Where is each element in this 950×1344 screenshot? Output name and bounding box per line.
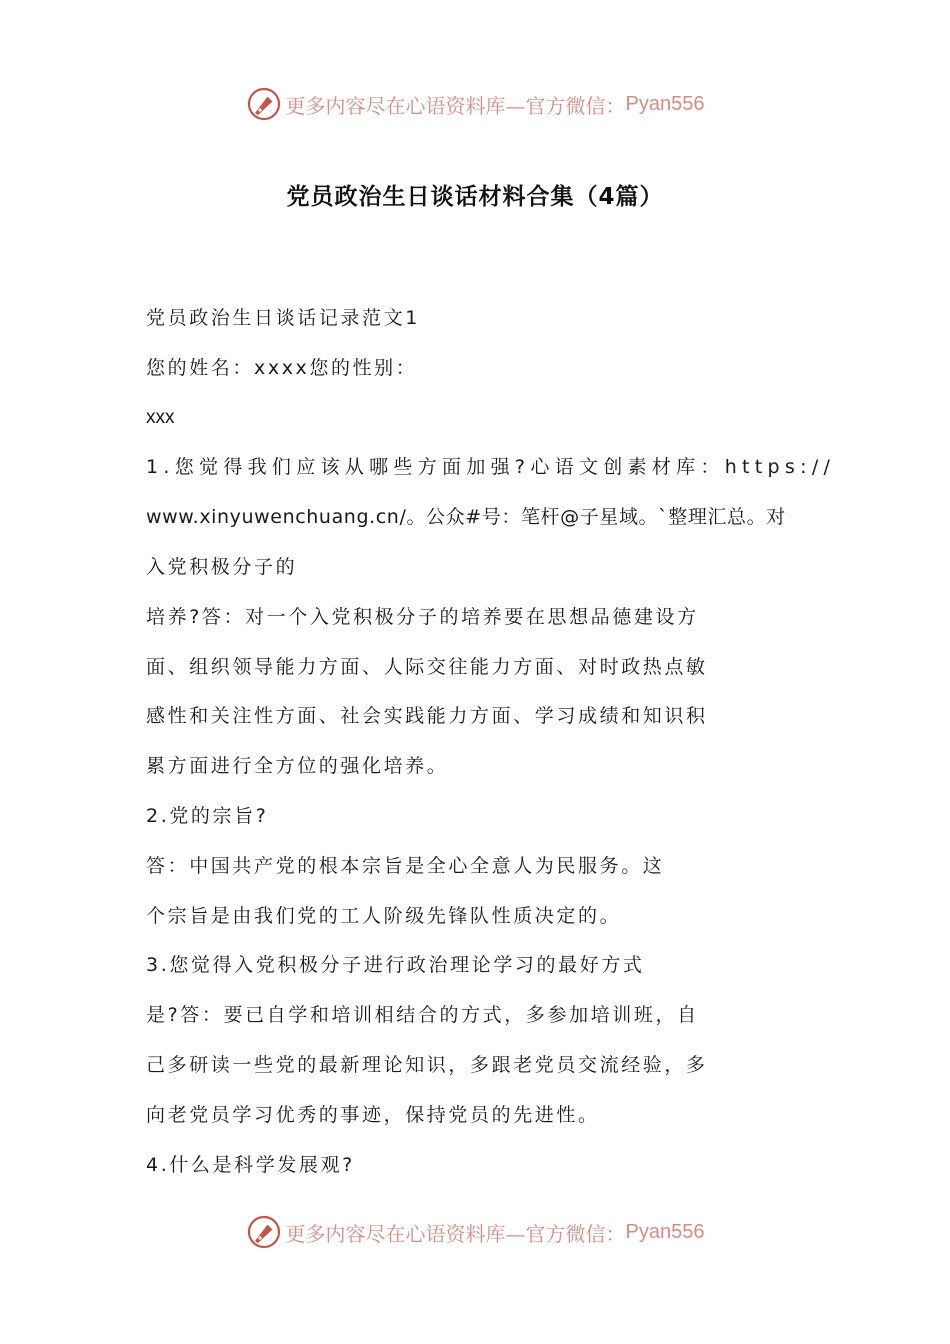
- body-line: 1.您觉得我们应该从哪些方面加强?心语文创素材库：https://: [146, 456, 836, 479]
- header-banner-text: 更多内容尽在心语资料库—官方微信：: [285, 93, 626, 118]
- body-line: 4.什么是科学发展观?: [146, 1153, 355, 1176]
- body-line: xxx: [146, 406, 175, 428]
- body-line: 您的姓名：xxxx您的性别：: [146, 356, 418, 379]
- body-line: 向老党员学习优秀的事迹，保持党员的先进性。: [146, 1103, 600, 1126]
- body-line: 培养?答：对一个入党积极分子的培养要在思想品德建设方: [146, 605, 699, 628]
- body-line: 感性和关注性方面、社会实践能力方面、学习成绩和知识积: [146, 705, 708, 728]
- body-line: 2.党的宗旨?: [146, 804, 269, 827]
- header-watermark-banner: [0, 82, 950, 126]
- body-line: 累方面进行全方位的强化培养。: [146, 755, 449, 778]
- body-line: 个宗旨是由我们党的工人阶级先锋队性质决定的。: [146, 904, 622, 927]
- document-body: [146, 298, 836, 1194]
- body-line: 是?答：要已自学和培训相结合的方式，多参加培训班，自: [146, 1004, 699, 1027]
- pen-nib-logo-icon: [246, 86, 282, 122]
- body-line: www.xinyuwenchuang.cn/。公众#号：笔杆@子星域。`整理汇总。对: [146, 506, 786, 529]
- document-title: 党员政治生日谈话材料合集（4篇）: [286, 184, 664, 210]
- body-line: 己多研读一些党的最新理论知识，多跟老党员交流经验，多: [146, 1053, 708, 1076]
- body-line: 入党积极分子的: [146, 555, 298, 578]
- pen-nib-logo-icon: [246, 1214, 282, 1250]
- footer-watermark-banner: [0, 1210, 950, 1254]
- footer-banner-text: 更多内容尽在心语资料库—官方微信：: [285, 1221, 626, 1246]
- header-banner-wechat-id: Pyan556: [625, 92, 705, 115]
- body-line: 3.您觉得入党积极分子进行政治理论学习的最好方式: [146, 954, 645, 977]
- body-line: 答：中国共产党的根本宗旨是全心全意人为民服务。这: [146, 854, 665, 877]
- body-line: 党员政治生日谈话记录范文1: [146, 307, 420, 329]
- footer-banner-wechat-id: Pyan556: [625, 1220, 705, 1243]
- body-line: 面、组织领导能力方面、人际交往能力方面、对时政热点敏: [146, 655, 708, 678]
